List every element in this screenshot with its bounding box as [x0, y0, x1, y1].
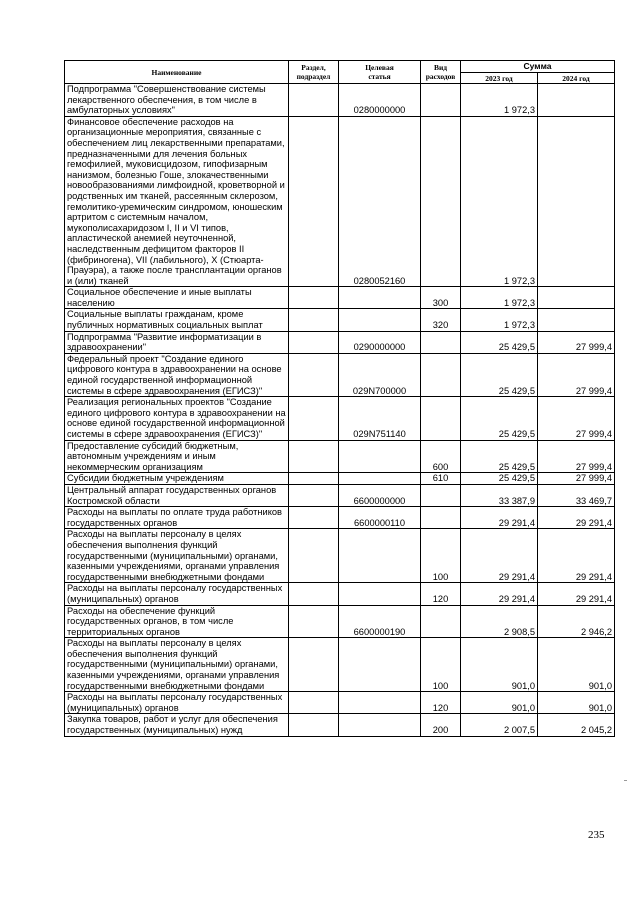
row-name: Финансовое обеспечение расходов на организационные мероприятия, связанные с обеспечением лиц лекарственными препаратами, предназначенными для лечения больных гемофилией, муковисцидозом, гипофизарным нанизмом, болезнью Гоше, злокачественными новообразованиями лимфоидной, кроветворной и родственных им тканей, рассеянным склерозом, гемолитико-уремическим синдромом, юношеским артритом с системным началом, мукополисахаридозом I, II и VI типов, апластической анемией неуточненной, наследственным дефицитом факторов II (фибриногена), VII (лабильного), X (Стюарта-Прауэра), а также после трансплантации органов и (или) тканей [65, 116, 289, 287]
row-sum-2024: 901,0 [538, 638, 615, 692]
row-sum-2024: 29 291,4 [538, 529, 615, 583]
header-section: Раздел, подраздел [289, 61, 339, 84]
row-name: Подпрограмма "Совершенствование системы лекарственного обеспечения, в том числе в амбулаторных условиях" [65, 84, 289, 117]
table-body [65, 84, 615, 737]
table-row [65, 529, 615, 583]
row-sum-2023: 25 429,5 [461, 353, 538, 396]
row-target [339, 692, 421, 714]
header-name: Наименование [65, 61, 289, 84]
row-expense-type: 120 [421, 692, 461, 714]
row-sum-2024: 27 999,4 [538, 473, 615, 485]
row-section [289, 605, 339, 638]
row-sum-2024: 2 946,2 [538, 605, 615, 638]
row-name: Расходы на выплаты по оплате труда работников государственных органов [65, 507, 289, 529]
row-sum-2024: 29 291,4 [538, 583, 615, 605]
row-sum-2023: 1 972,3 [461, 309, 538, 331]
row-expense-type [421, 507, 461, 529]
row-name: Расходы на выплаты персоналу государственных (муниципальных) органов [65, 692, 289, 714]
row-expense-type [421, 331, 461, 353]
table-row [65, 287, 615, 309]
table-row [65, 638, 615, 692]
row-name: Центральный аппарат государственных органов Костромской области [65, 484, 289, 506]
row-expense-type: 100 [421, 529, 461, 583]
table-row [65, 331, 615, 353]
row-target [339, 309, 421, 331]
table-row [65, 473, 615, 485]
row-sum-2023: 29 291,4 [461, 529, 538, 583]
row-section [289, 116, 339, 287]
row-sum-2024 [538, 84, 615, 117]
table-row [65, 583, 615, 605]
row-target [339, 440, 421, 473]
row-section [289, 353, 339, 396]
row-sum-2024: 27 999,4 [538, 331, 615, 353]
row-sum-2024: 2 045,2 [538, 714, 615, 736]
row-name: Федеральный проект "Создание единого цифрового контура в здравоохранении на основе единой государственной информационной системы в сфере здравоохранения (ЕГИСЗ)" [65, 353, 289, 396]
row-sum-2024: 901,0 [538, 692, 615, 714]
row-name: Расходы на выплаты персоналу в целях обеспечения выполнения функций государственными (муниципальными) органами, казенными учреждениями, органами управления государственными внебюджетными фондами [65, 638, 289, 692]
row-section [289, 507, 339, 529]
row-sum-2023: 29 291,4 [461, 507, 538, 529]
row-section [289, 529, 339, 583]
scan-mark [624, 780, 627, 781]
row-name: Закупка товаров, работ и услуг для обеспечения государственных (муниципальных) нужд [65, 714, 289, 736]
row-expense-type: 120 [421, 583, 461, 605]
row-sum-2023: 25 429,5 [461, 397, 538, 440]
table-row [65, 692, 615, 714]
row-sum-2023: 901,0 [461, 638, 538, 692]
row-section [289, 473, 339, 485]
row-target: 6600000000 [339, 484, 421, 506]
row-sum-2023: 2 908,5 [461, 605, 538, 638]
row-target: 0280052160 [339, 116, 421, 287]
row-expense-type: 200 [421, 714, 461, 736]
row-expense-type [421, 484, 461, 506]
row-sum-2024 [538, 287, 615, 309]
row-target [339, 287, 421, 309]
row-name: Расходы на выплаты персоналу государственных (муниципальных) органов [65, 583, 289, 605]
row-sum-2024: 33 469,7 [538, 484, 615, 506]
row-expense-type: 610 [421, 473, 461, 485]
header-year-2023: 2023 год [461, 73, 538, 84]
row-sum-2024 [538, 309, 615, 331]
row-name: Реализация региональных проектов "Создание единого цифрового контура в здравоохранении на основе единой государственной информационной системы в сфере здравоохранения (ЕГИСЗ)" [65, 397, 289, 440]
row-target [339, 714, 421, 736]
row-target [339, 583, 421, 605]
row-expense-type: 320 [421, 309, 461, 331]
row-expense-type [421, 605, 461, 638]
row-sum-2023: 1 972,3 [461, 287, 538, 309]
row-section [289, 714, 339, 736]
row-name: Социальные выплаты гражданам, кроме публичных нормативных социальных выплат [65, 309, 289, 331]
header-expense-type: Вид расходов [421, 61, 461, 84]
header-sum: Сумма [461, 61, 615, 73]
row-sum-2024 [538, 116, 615, 287]
table-row [65, 484, 615, 506]
row-expense-type: 100 [421, 638, 461, 692]
row-expense-type: 300 [421, 287, 461, 309]
table-row [65, 714, 615, 736]
row-section [289, 397, 339, 440]
row-name: Подпрограмма "Развитие информатизации в здравоохранении" [65, 331, 289, 353]
row-sum-2023: 2 007,5 [461, 714, 538, 736]
table-row [65, 507, 615, 529]
row-section [289, 692, 339, 714]
row-expense-type [421, 397, 461, 440]
row-name: Предоставление субсидий бюджетным, автономным учреждениям и иным некоммерческим организациям [65, 440, 289, 473]
row-section [289, 331, 339, 353]
row-target: 029N700000 [339, 353, 421, 396]
table-row [65, 353, 615, 396]
row-section [289, 287, 339, 309]
row-sum-2024: 29 291,4 [538, 507, 615, 529]
row-expense-type: 600 [421, 440, 461, 473]
row-sum-2024: 27 999,4 [538, 397, 615, 440]
row-name: Субсидии бюджетным учреждениям [65, 473, 289, 485]
row-sum-2024: 27 999,4 [538, 440, 615, 473]
row-section [289, 638, 339, 692]
row-section [289, 440, 339, 473]
table-row [65, 309, 615, 331]
row-name: Расходы на выплаты персоналу в целях обеспечения выполнения функций государственными (муниципальными) органами, казенными учреждениями, органами управления государственными внебюджетными фондами [65, 529, 289, 583]
table-row [65, 84, 615, 117]
row-sum-2023: 25 429,5 [461, 331, 538, 353]
table-row [65, 605, 615, 638]
page-number: 235 [588, 829, 605, 841]
row-expense-type [421, 116, 461, 287]
row-expense-type [421, 353, 461, 396]
row-name: Социальное обеспечение и иные выплаты населению [65, 287, 289, 309]
row-target: 0290000000 [339, 331, 421, 353]
table-row [65, 397, 615, 440]
row-section [289, 583, 339, 605]
row-section [289, 309, 339, 331]
row-expense-type [421, 84, 461, 117]
row-sum-2023: 1 972,3 [461, 116, 538, 287]
header-target: Целевая статья [339, 61, 421, 84]
row-target: 029N751140 [339, 397, 421, 440]
row-target: 6600000110 [339, 507, 421, 529]
row-sum-2023: 901,0 [461, 692, 538, 714]
row-sum-2023: 33 387,9 [461, 484, 538, 506]
row-sum-2024: 27 999,4 [538, 353, 615, 396]
table-header [65, 61, 615, 84]
row-sum-2023: 1 972,3 [461, 84, 538, 117]
budget-table [64, 60, 615, 737]
row-section [289, 84, 339, 117]
row-section [289, 484, 339, 506]
row-target [339, 638, 421, 692]
row-sum-2023: 25 429,5 [461, 473, 538, 485]
row-target [339, 529, 421, 583]
row-sum-2023: 25 429,5 [461, 440, 538, 473]
table-row [65, 116, 615, 287]
row-target [339, 473, 421, 485]
table-row [65, 440, 615, 473]
header-year-2024: 2024 год [538, 73, 615, 84]
row-sum-2023: 29 291,4 [461, 583, 538, 605]
row-name: Расходы на обеспечение функций государственных органов, в том числе территориальных органов [65, 605, 289, 638]
row-target: 0280000000 [339, 84, 421, 117]
row-target: 6600000190 [339, 605, 421, 638]
